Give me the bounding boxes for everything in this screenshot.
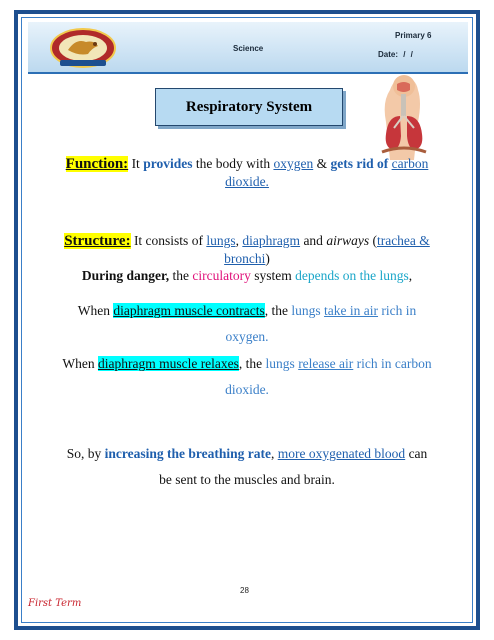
- text-span: and: [300, 233, 327, 248]
- diaphragm-relaxes-highlight: diaphragm muscle relaxes: [97, 356, 239, 371]
- text-span: ,: [408, 268, 413, 283]
- function-label: Function:: [65, 156, 129, 172]
- page-title-box: [155, 88, 343, 126]
- text-span: ,: [235, 233, 243, 248]
- text-span: ,: [270, 446, 278, 461]
- text-span: , the: [238, 356, 266, 371]
- text-span: (: [369, 233, 377, 248]
- gets-rid-text: gets rid of: [330, 156, 389, 171]
- page-title: Respiratory System: [185, 98, 313, 115]
- text-span: When: [77, 303, 114, 318]
- subject-label: Science: [233, 44, 264, 53]
- conclusion-line-2: be sent to the muscles and brain.: [159, 472, 335, 487]
- grade-label: Primary 6: [395, 31, 432, 40]
- term-label: First Term: [28, 598, 82, 609]
- airways-text: airways: [326, 233, 370, 248]
- text-span: the body with: [192, 156, 274, 171]
- contracts-paragraph: [40, 298, 454, 350]
- text-span: So, by: [66, 446, 105, 461]
- circulatory-text: circulatory: [192, 268, 251, 283]
- lungs-text: lungs: [291, 303, 321, 318]
- depends-text: depends on the lungs: [295, 268, 409, 283]
- rich-in-text: rich in: [381, 303, 417, 318]
- diaphragm-contracts-highlight: diaphragm muscle contracts: [113, 303, 265, 318]
- bronchi-text: bronchi: [224, 251, 266, 266]
- oxygen-text: oxygen.: [225, 329, 269, 344]
- dioxide-text: dioxide.: [225, 382, 269, 397]
- school-logo-icon: [48, 26, 118, 70]
- page-number: 28: [240, 586, 249, 595]
- trachea-text: trachea &: [376, 233, 430, 248]
- text-span: It: [128, 156, 144, 171]
- text-span: It consists of: [130, 233, 207, 248]
- provides-text: provides: [143, 156, 193, 171]
- oxygen-text: oxygen: [273, 156, 314, 171]
- danger-label: During danger,: [81, 268, 170, 283]
- text-span: When: [62, 356, 98, 371]
- function-paragraph: [40, 155, 454, 190]
- structure-paragraph: [40, 232, 454, 267]
- lungs-text: lungs: [265, 356, 295, 371]
- relaxes-paragraph: [40, 351, 454, 403]
- text-span: ): [265, 251, 270, 266]
- respiratory-system-illustration: [360, 72, 444, 160]
- carbon-text: carbon: [391, 156, 429, 171]
- text-span: system: [250, 268, 296, 283]
- dioxide-text: dioxide.: [225, 174, 269, 189]
- increasing-rate-text: increasing the breathing rate: [104, 446, 271, 461]
- lungs-text: lungs: [206, 233, 236, 248]
- take-in-air-text: take in air: [324, 303, 379, 318]
- text-span: the: [169, 268, 193, 283]
- structure-label: Structure:: [64, 233, 131, 249]
- text-span: &: [313, 156, 331, 171]
- text-span: , the: [264, 303, 292, 318]
- oxygenated-blood-text: more oxygenated blood: [277, 446, 406, 461]
- conclusion-paragraph: [40, 441, 454, 493]
- date-field: Date: / /: [378, 50, 413, 59]
- danger-paragraph: [40, 267, 454, 284]
- diaphragm-text: diaphragm: [242, 233, 301, 248]
- text-span: can: [405, 446, 428, 461]
- rich-in-carbon-text: rich in carbon: [356, 356, 432, 371]
- release-air-text: release air: [298, 356, 354, 371]
